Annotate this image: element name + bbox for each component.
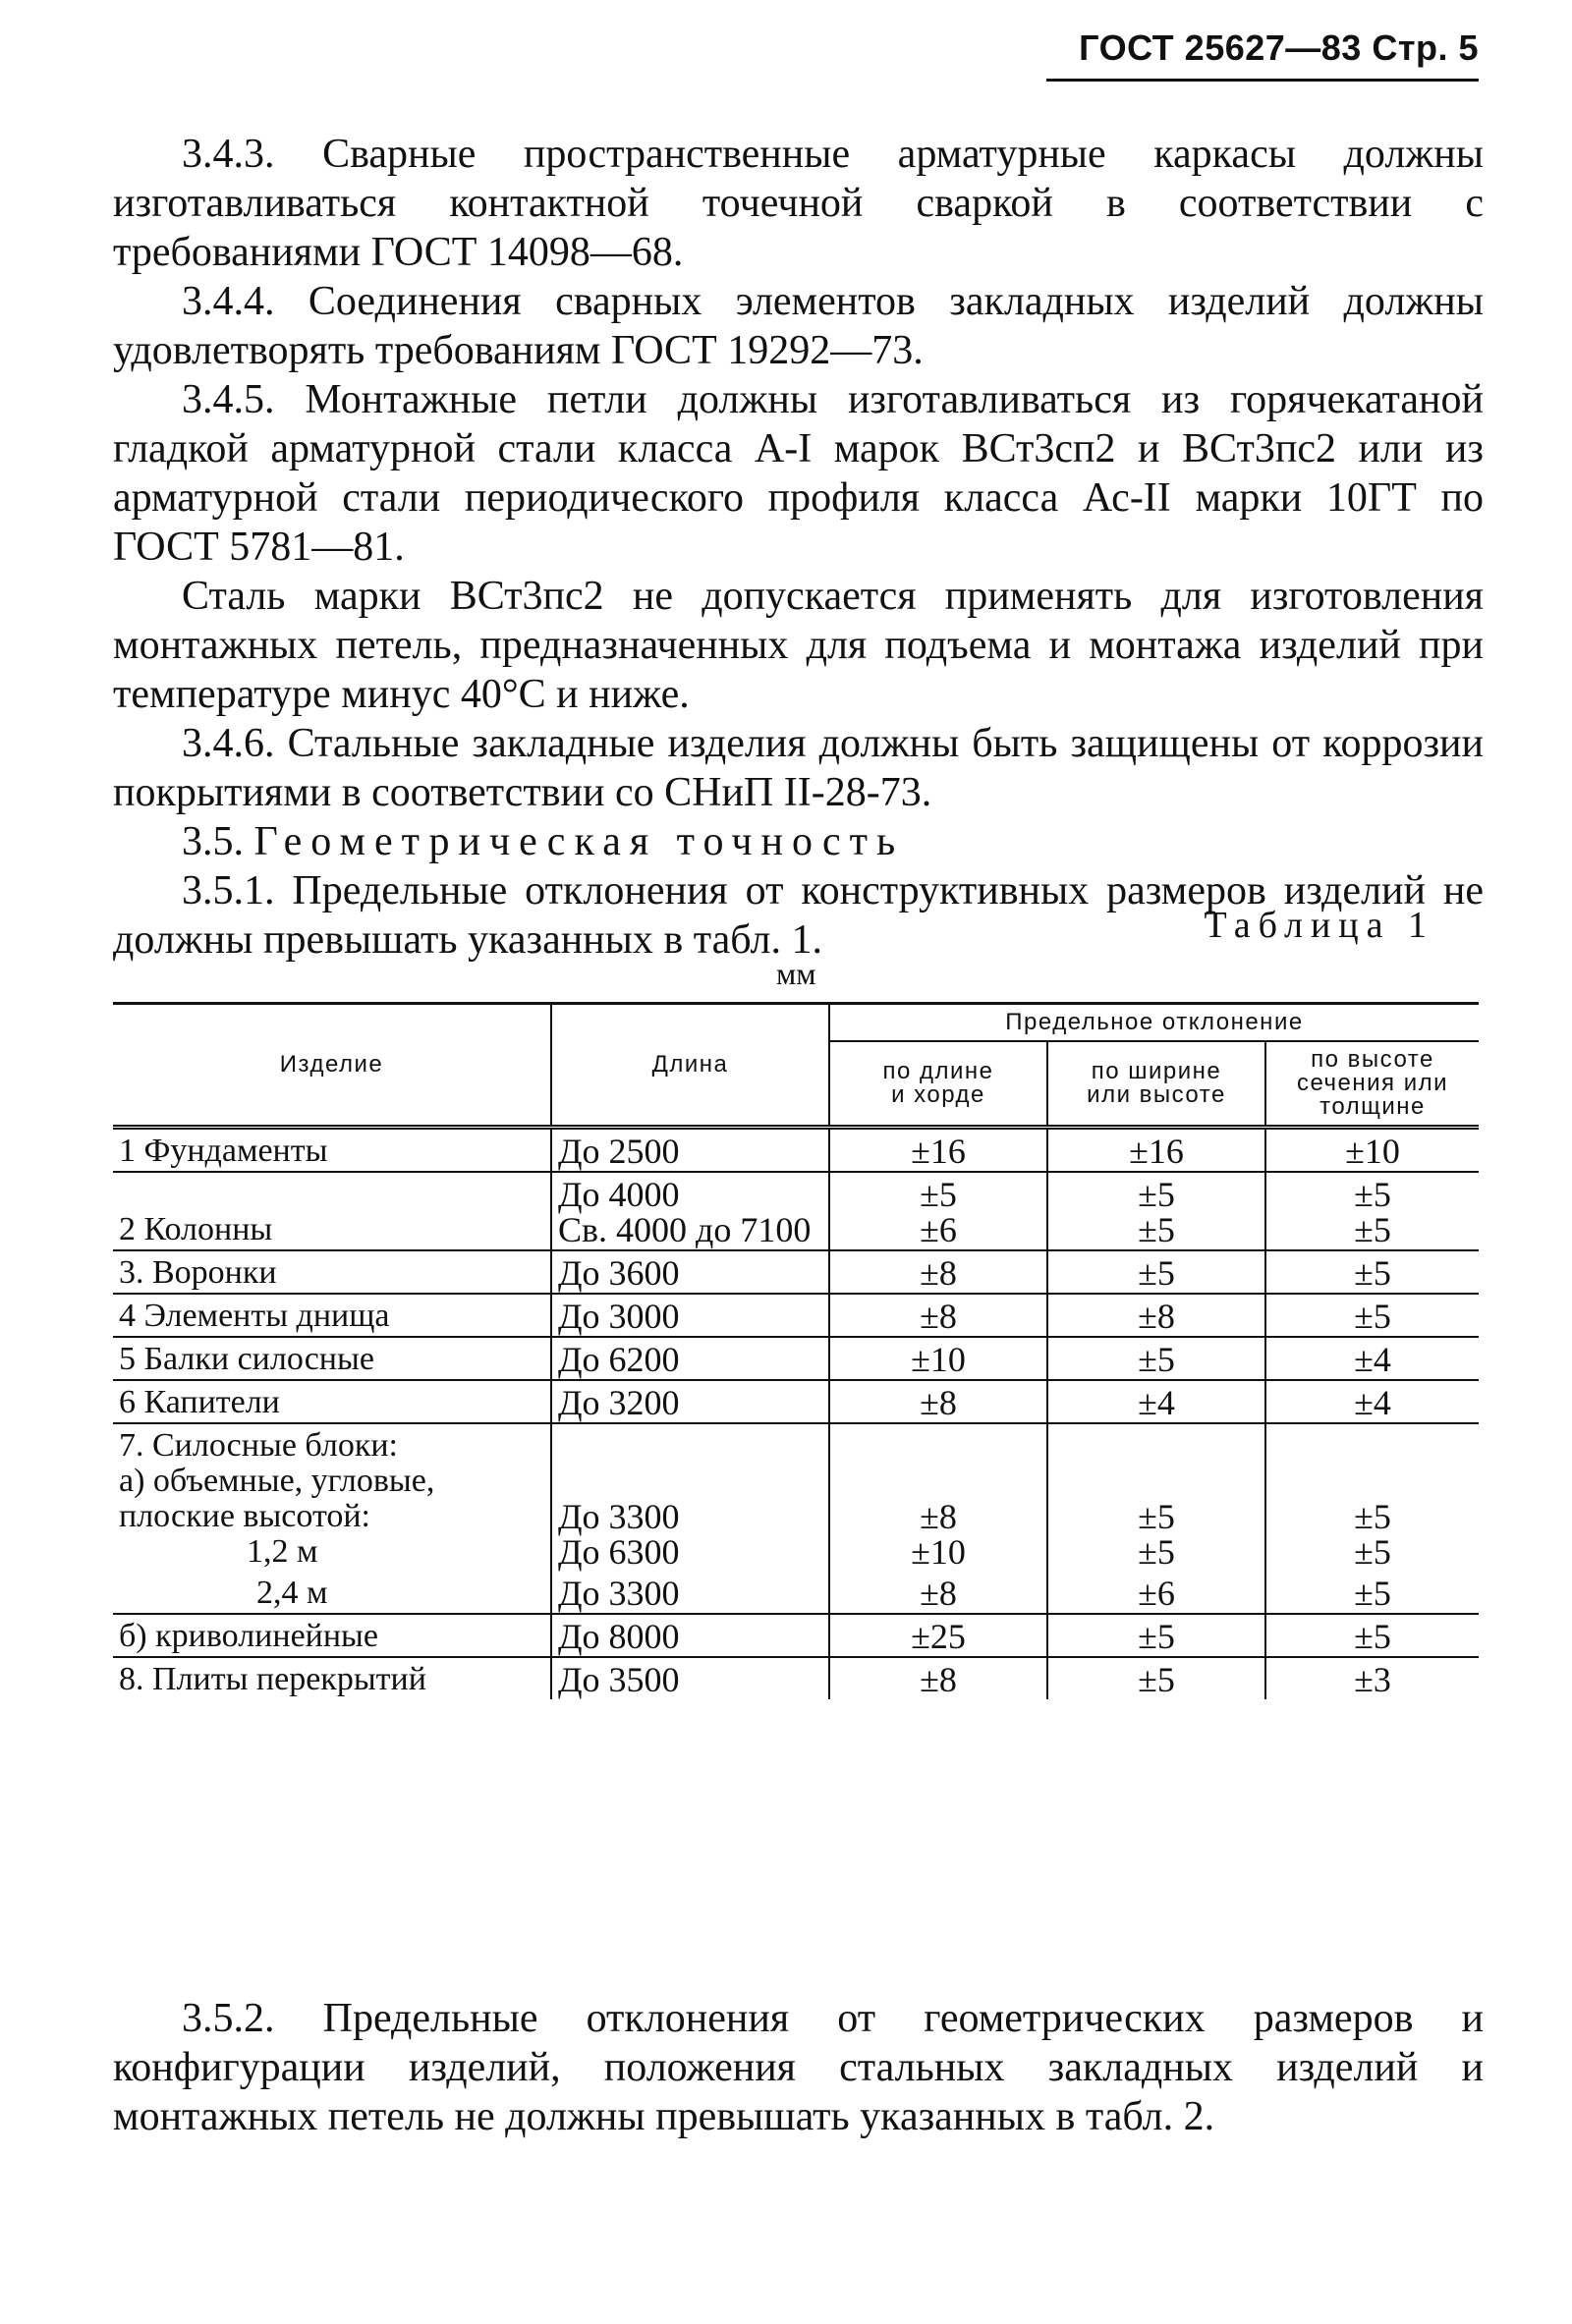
cell-product xyxy=(113,1128,551,1173)
cell-dev-length-line: ±25 xyxy=(911,1617,966,1656)
cell-dev-height-line: ±5 xyxy=(1354,1532,1391,1572)
cell-length-line: До 3000 xyxy=(558,1297,680,1336)
cell-product xyxy=(113,1614,551,1657)
cell-dev-height xyxy=(1265,1250,1479,1294)
paragraph-3-4-4: 3.4.4. Соединения сварных элементов закладных изделий должны удовлетворять требованиям ГОСТ 19292—73. xyxy=(113,279,1484,373)
cell-dev-length-line: ±8 xyxy=(920,1660,957,1699)
cell-dev-length xyxy=(829,1657,1047,1699)
cell-length-line: До 4000 xyxy=(558,1175,680,1214)
cell-product-line: 1 Фундаменты xyxy=(119,1133,328,1169)
cell-dev-width-line: ±8 xyxy=(1138,1297,1175,1336)
header-deviation: Предельное отклонение xyxy=(829,1004,1479,1042)
cell-length-line: До 3200 xyxy=(558,1383,680,1422)
cell-length-line: До 3500 xyxy=(558,1660,680,1699)
section-title: Геометрическая точность xyxy=(253,819,905,864)
cell-product-line: плоские высотой: xyxy=(119,1498,370,1534)
header-by-width-line: или высоте xyxy=(1087,1081,1226,1108)
cell-dev-length xyxy=(829,1172,1047,1250)
cell-dev-height xyxy=(1265,1614,1479,1657)
cell-dev-length-line: ±10 xyxy=(911,1340,966,1379)
cell-dev-width-line: ±5 xyxy=(1138,1253,1175,1293)
cell-dev-width xyxy=(1047,1657,1265,1699)
cell-dev-height-line: ±5 xyxy=(1354,1617,1391,1656)
table-caption: Таблица 1 xyxy=(1204,905,1434,946)
cell-dev-length xyxy=(829,1294,1047,1337)
table-row xyxy=(113,1423,1479,1572)
cell-dev-length xyxy=(829,1337,1047,1380)
cell-dev-length-line: ±5 xyxy=(920,1175,957,1214)
header-product: Изделие xyxy=(113,1004,551,1128)
cell-length xyxy=(551,1614,829,1657)
cell-dev-height xyxy=(1265,1380,1479,1423)
cell-length xyxy=(551,1128,829,1173)
cell-dev-width xyxy=(1047,1572,1265,1614)
cell-dev-length xyxy=(829,1572,1047,1614)
page-header xyxy=(1046,28,1479,82)
cell-product-line: 7. Силосные блоки: xyxy=(119,1427,398,1464)
cell-length xyxy=(551,1172,829,1250)
paragraph-3-4-5: 3.4.5. Монтажные петли должны изготавливаться из горячекатаной гладкой арматурной стали класса А-I марок ВСт3сп2 и ВСт3пс2 или из арматурной стали периодического профиля класса Ас-II марки 10ГТ по ГОСТ 5781—81. xyxy=(113,377,1484,570)
cell-product-line: 6 Капители xyxy=(119,1384,280,1420)
cell-product-line: 1,2 м xyxy=(247,1533,318,1570)
cell-product-line: б) криволинейные xyxy=(119,1618,378,1654)
cell-length-line: До 3600 xyxy=(558,1253,680,1293)
cell-length-line: До 6200 xyxy=(558,1340,680,1379)
cell-length xyxy=(551,1423,829,1572)
cell-dev-length-line: ±6 xyxy=(920,1210,957,1249)
cell-dev-height xyxy=(1265,1128,1479,1173)
cell-dev-width-line: ±5 xyxy=(1138,1340,1175,1379)
cell-length-line: Св. 4000 до 7100 xyxy=(558,1210,812,1249)
cell-dev-width-line: ±5 xyxy=(1138,1617,1175,1656)
cell-dev-width-line: ±5 xyxy=(1138,1175,1175,1214)
table-row xyxy=(113,1657,1479,1699)
cell-dev-height-line: ±4 xyxy=(1354,1340,1391,1379)
cell-length xyxy=(551,1657,829,1699)
cell-dev-height-line: ±4 xyxy=(1354,1383,1391,1422)
header-by-height-line: по высоте xyxy=(1311,1046,1434,1073)
table-row xyxy=(113,1128,1479,1173)
cell-product xyxy=(113,1572,551,1614)
cell-product-line: 2,4 м xyxy=(256,1575,328,1611)
cell-length xyxy=(551,1337,829,1380)
cell-dev-height-line: ±5 xyxy=(1354,1210,1391,1249)
section-heading xyxy=(113,817,1484,866)
cell-dev-length xyxy=(829,1380,1047,1423)
table-row xyxy=(113,1572,1479,1614)
cell-dev-width xyxy=(1047,1614,1265,1657)
cell-length xyxy=(551,1250,829,1294)
header-length: Длина xyxy=(551,1004,829,1128)
cell-dev-length-line: ±10 xyxy=(911,1532,966,1572)
cell-dev-height xyxy=(1265,1423,1479,1572)
paragraph-3-4-6: 3.4.6. Стальные закладные изделия должны быть защищены от коррозии покрытиями в соответствии со СНиП II-28-73. xyxy=(113,721,1484,815)
cell-product xyxy=(113,1380,551,1423)
cell-dev-width-line: ±5 xyxy=(1138,1497,1175,1536)
cell-length-line: До 3300 xyxy=(558,1574,680,1613)
section-number: 3.5. xyxy=(182,819,244,864)
cell-dev-height-line: ±10 xyxy=(1345,1132,1400,1171)
cell-dev-height-line: ±3 xyxy=(1354,1660,1391,1699)
cell-length-line: До 6300 xyxy=(558,1532,680,1572)
header-by-height-line: сечения или xyxy=(1296,1070,1449,1096)
cell-product-line: 5 Балки силосные xyxy=(119,1341,374,1377)
cell-dev-width xyxy=(1047,1337,1265,1380)
table-row xyxy=(113,1172,1479,1250)
table-body xyxy=(113,1128,1479,1700)
cell-dev-width xyxy=(1047,1250,1265,1294)
body-text-top xyxy=(113,130,1484,965)
cell-dev-width xyxy=(1047,1128,1265,1173)
cell-dev-length-line: ±8 xyxy=(920,1297,957,1336)
cell-dev-height-line: ±5 xyxy=(1354,1574,1391,1613)
body-text-bottom xyxy=(113,1994,1484,2141)
cell-length-line: До 3300 xyxy=(558,1497,680,1536)
cell-dev-width xyxy=(1047,1380,1265,1423)
cell-length xyxy=(551,1294,829,1337)
cell-dev-height-line: ±5 xyxy=(1354,1253,1391,1293)
cell-dev-length xyxy=(829,1128,1047,1173)
cell-product xyxy=(113,1294,551,1337)
cell-dev-width-line: ±5 xyxy=(1138,1532,1175,1572)
cell-product-line: а) объемные, угловые, xyxy=(119,1463,435,1499)
cell-dev-length xyxy=(829,1423,1047,1572)
cell-length xyxy=(551,1380,829,1423)
cell-dev-width-line: ±5 xyxy=(1138,1210,1175,1249)
header-by-length-line: по длине xyxy=(882,1058,994,1084)
header-by-width-line: по ширине xyxy=(1091,1058,1222,1084)
paragraph-3-5-1: 3.5.1. Предельные отклонения от конструктивных размеров изделий не должны превышать указанных в табл. 1. xyxy=(113,868,1484,963)
header-by-height xyxy=(1265,1041,1479,1128)
cell-product-line: 4 Элементы днища xyxy=(119,1298,390,1334)
header-by-length-line: и хорде xyxy=(891,1081,985,1108)
cell-dev-height xyxy=(1265,1572,1479,1614)
cell-length-line: До 8000 xyxy=(558,1617,680,1656)
header-by-length xyxy=(829,1041,1047,1128)
cell-dev-height xyxy=(1265,1294,1479,1337)
cell-product xyxy=(113,1423,551,1572)
cell-dev-length-line: ±8 xyxy=(920,1383,957,1422)
cell-dev-width-line: ±6 xyxy=(1138,1574,1175,1613)
cell-dev-height-line: ±5 xyxy=(1354,1175,1391,1214)
cell-dev-length xyxy=(829,1614,1047,1657)
cell-dev-width-line: ±5 xyxy=(1138,1660,1175,1699)
cell-length xyxy=(551,1572,829,1614)
header-by-width xyxy=(1047,1041,1265,1128)
cell-length-line: До 2500 xyxy=(558,1132,680,1171)
cell-dev-height xyxy=(1265,1337,1479,1380)
cell-product-line: 3. Воронки xyxy=(119,1254,277,1291)
table-units: мм xyxy=(776,956,816,991)
cell-dev-height xyxy=(1265,1657,1479,1699)
paragraph-3-4-3: 3.4.3. Сварные пространственные арматурные каркасы должны изготавливаться контактной точечной сваркой в соответствии с требованиями ГОСТ 14098—68. xyxy=(113,132,1484,275)
header-by-height-line: толщине xyxy=(1319,1093,1426,1120)
table-row xyxy=(113,1250,1479,1294)
cell-dev-length-line: ±8 xyxy=(920,1574,957,1613)
cell-dev-height xyxy=(1265,1172,1479,1250)
table-row xyxy=(113,1337,1479,1380)
cell-dev-height-line: ±5 xyxy=(1354,1297,1391,1336)
cell-product xyxy=(113,1250,551,1294)
cell-product-line: 2 Колонны xyxy=(119,1211,273,1247)
table-row xyxy=(113,1294,1479,1337)
cell-dev-width xyxy=(1047,1172,1265,1250)
cell-dev-length xyxy=(829,1250,1047,1294)
cell-dev-height-line: ±5 xyxy=(1354,1497,1391,1536)
paragraph-steel-note: Сталь марки ВСт3пс2 не допускается применять для изготовления монтажных петель, предназначенных для подъема и монтажа изделий при температуре минус 40°С и ниже. xyxy=(113,574,1484,717)
deviation-table xyxy=(113,1002,1479,1699)
table-row xyxy=(113,1614,1479,1657)
table-row xyxy=(113,1380,1479,1423)
cell-product xyxy=(113,1657,551,1699)
page-number: Стр. 5 xyxy=(1372,28,1479,68)
cell-dev-width-line: ±4 xyxy=(1138,1383,1175,1422)
cell-dev-width xyxy=(1047,1423,1265,1572)
standard-number: ГОСТ 25627—83 xyxy=(1079,28,1362,68)
cell-product-line: 8. Плиты перекрытий xyxy=(119,1661,426,1697)
paragraph-3-5-2: 3.5.2. Предельные отклонения от геометрических размеров и конфигурации изделий, положения стальных закладных изделий и монтажных петель не должны превышать указанных в табл. 2. xyxy=(113,1996,1484,2139)
cell-product xyxy=(113,1172,551,1250)
cell-dev-length-line: ±8 xyxy=(920,1253,957,1293)
cell-dev-length-line: ±8 xyxy=(920,1497,957,1536)
cell-product xyxy=(113,1337,551,1380)
cell-dev-width xyxy=(1047,1294,1265,1337)
cell-dev-width-line: ±16 xyxy=(1129,1132,1184,1171)
cell-dev-length-line: ±16 xyxy=(911,1132,966,1171)
